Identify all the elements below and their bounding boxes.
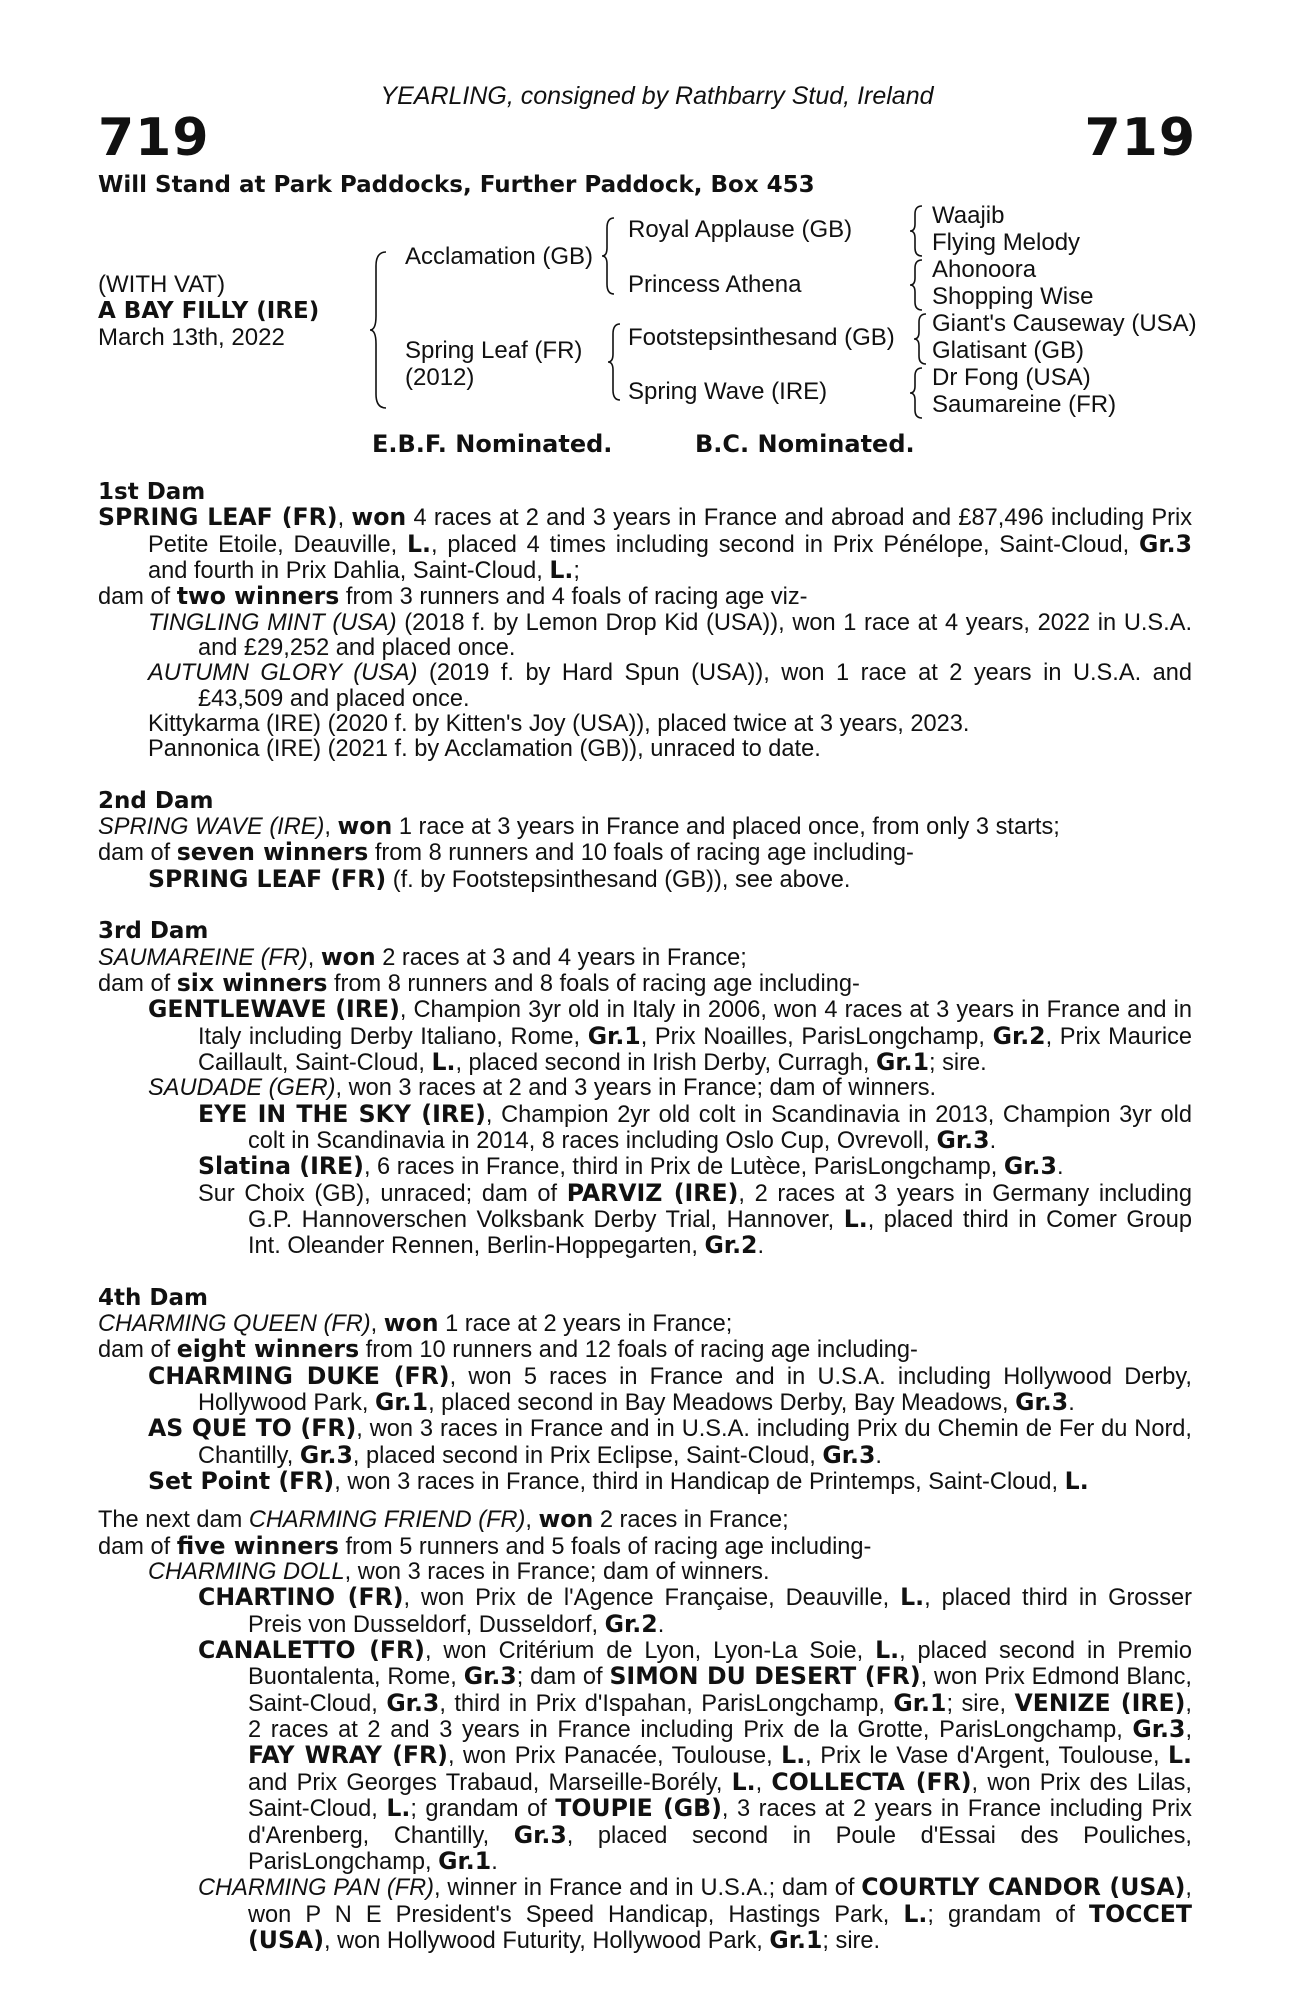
ped-sss: Waajib — [932, 202, 1005, 229]
fourth-dam-produce-summary: dam of eight winners from 10 runners and 12 foals of racing age including- — [98, 1335, 918, 1364]
fourth-dam-record: CHARMING QUEEN (FR), won 1 race at 2 years in France; — [98, 1308, 733, 1337]
ped-dds: Dr Fong (USA) — [932, 364, 1091, 391]
produce-item: CANALETTO (FR), won Critérium de Lyon, Lyon-La Soie, L., placed second in Premio Buontalenta, Rome, Gr.3; dam of SIMON DU DESERT (FR), won Prix Edmond Blanc, Saint-Cloud, Gr.3, third in Prix d'Ispahan, ParisLongchamp, Gr.1; sire, VENIZE (IRE), 2 races at 2 and 3 years in France including Prix de la Grotte, ParisLongchamp, Gr.3, FAY WRAY (FR), won Prix Panacée, Toulouse, L., Prix le Vase d'Argent, Toulouse, L. and Prix Georges Trabaud, Marseille-Borély, L., COLLECTA (FR), won Prix des Lilas, Saint-Cloud, L.; grandam of TOUPIE (GB), 3 races at 2 years in France including Prix d'Arenberg, Chantilly, Gr.3, placed second in Poule d'Essai des Pouliches, ParisLongchamp, Gr.1. — [198, 1636, 1192, 1875]
dd-brace — [908, 366, 926, 420]
sd-brace — [908, 258, 926, 312]
lot-number-right: 719 — [1084, 108, 1196, 168]
produce-item: SAUDADE (GER), won 3 races at 2 and 3 years in France; dam of winners. — [148, 1075, 937, 1102]
sire-dam: Princess Athena — [628, 271, 802, 298]
sire-brace — [600, 216, 618, 296]
produce-item: GENTLEWAVE (IRE), Champion 3yr old in Italy in 2006, won 4 races at 3 years in France and in Italy including Derby Italiano, Rome, Gr.1, Prix Noailles, ParisLongchamp, Gr.2, Prix Maurice Caillault, Saint-Cloud, L., placed second in Irish Derby, Curragh, Gr.1; sire. — [148, 995, 1192, 1076]
horse-dob: March 13th, 2022 — [98, 324, 285, 351]
ss-brace — [908, 204, 926, 258]
sire-sire: Royal Applause (GB) — [628, 216, 853, 243]
third-dam-heading: 3rd Dam — [98, 918, 209, 945]
main-brace — [368, 250, 390, 410]
first-dam-produce-summary: dam of two winners from 3 runners and 4 foals of racing age viz- — [98, 582, 808, 611]
produce-item: Set Point (FR), won 3 races in France, third in Handicap de Printemps, Saint-Cloud, L. — [148, 1467, 1089, 1496]
ds-brace — [912, 312, 930, 366]
dam-sire: Footstepsinthesand (GB) — [628, 324, 895, 351]
second-dam-produce-summary: dam of seven winners from 8 runners and 10 foals of racing age including- — [98, 838, 914, 867]
first-dam-record: SPRING LEAF (FR), won 4 races at 2 and 3 years in France and abroad and £87,496 including Prix Petite Etoile, Deauville, L., placed 4 times including second in Prix Pénélope, Saint-Cloud, Gr.3 and fourth in Prix Dahlia, Saint-Cloud, L.; — [98, 503, 1192, 585]
stand-location: Will Stand at Park Paddocks, Further Paddock, Box 453 — [98, 172, 815, 198]
fourth-dam-heading: 4th Dam — [98, 1284, 208, 1311]
horse-name: A BAY FILLY (IRE) — [98, 298, 320, 324]
dam-dam: Spring Wave (IRE) — [628, 378, 828, 405]
second-dam-record: SPRING WAVE (IRE), won 1 race at 3 years in France and placed once, from only 3 starts; — [98, 812, 1060, 841]
next-dam-produce-summary: dam of five winners from 5 runners and 5 foals of racing age including- — [98, 1531, 872, 1560]
vat-label: (WITH VAT) — [98, 271, 226, 298]
produce-item: CHARTINO (FR), won Prix de l'Agence Française, Deauville, L., placed third in Grosser Preis von Dusseldorf, Dusseldorf, Gr.2. — [198, 1583, 1193, 1638]
produce-item: AS QUE TO (FR), won 3 races in France and in U.S.A. including Prix du Chemin de Fer du Nord, Chantilly, Gr.3, placed second in Prix Eclipse, Saint-Cloud, Gr.3. — [148, 1414, 1192, 1469]
produce-item: Sur Choix (GB), unraced; dam of PARVIZ (IRE), 2 races at 3 years in Germany including G.P. Hannoverschen Volksbank Derby Trial, Hannover, L., placed third in Comer Group Int. Oleander Rennen, Berlin-Hoppegarten, Gr.2. — [198, 1178, 1193, 1260]
produce-item: Kittykarma (IRE) (2020 f. by Kitten's Joy (USA)), placed twice at 3 years, 2023. — [148, 711, 970, 738]
produce-item: EYE IN THE SKY (IRE), Champion 2yr old colt in Scandinavia in 2013, Champion 3yr old colt in Scandinavia in 2014, 8 races including Oslo Cup, Ovrevoll, Gr.3. — [198, 1099, 1192, 1154]
produce-item: SPRING LEAF (FR) (f. by Footstepsinthesand (GB)), see above. — [148, 864, 851, 893]
ped-dss: Giant's Causeway (USA) — [932, 310, 1197, 337]
ped-sdd: Shopping Wise — [932, 283, 1094, 310]
ped-dsd: Glatisant (GB) — [932, 337, 1085, 364]
produce-item: Slatina (IRE), 6 races in France, third in Prix de Lutèce, ParisLongchamp, Gr.3. — [198, 1152, 1064, 1181]
produce-item: AUTUMN GLORY (USA) (2019 f. by Hard Spun (USA)), won 1 race at 2 years in U.S.A. and £43,509 and placed once. — [148, 660, 1193, 712]
second-dam-heading: 2nd Dam — [98, 787, 214, 814]
ped-sds: Ahonoora — [932, 256, 1037, 283]
produce-record — [98, 480, 1192, 1954]
ebf-nominated: E.B.F. Nominated. — [372, 430, 613, 458]
produce-item: TINGLING MINT (USA) (2018 f. by Lemon Drop Kid (USA)), won 1 race at 4 years, 2022 in U.S.A. and £29,252 and placed once. — [148, 609, 1192, 662]
produce-item: Pannonica (IRE) (2021 f. by Acclamation (GB)), unraced to date. — [148, 736, 821, 763]
sire-name: Acclamation (GB) — [405, 243, 594, 270]
dam-brace — [606, 322, 624, 402]
bc-nominated: B.C. Nominated. — [695, 430, 915, 458]
produce-item: CHARMING DUKE (FR), won 5 races in France and in U.S.A. including Hollywood Derby, Hollywood Park, Gr.1, placed second in Bay Meadows Derby, Bay Meadows, Gr.3. — [148, 1361, 1192, 1416]
consignor-line: YEARLING, consigned by Rathbarry Stud, Ireland — [380, 82, 934, 110]
produce-item: CHARMING DOLL, won 3 races in France; dam of winners. — [148, 1559, 770, 1586]
third-dam-record: SAUMAREINE (FR), won 2 races at 3 and 4 years in France; — [98, 942, 747, 971]
dam-year: (2012) — [405, 364, 475, 391]
produce-item: CHARMING PAN (FR), winner in France and in U.S.A.; dam of COURTLY CANDOR (USA), won P N E President's Speed Handicap, Hastings Park, L.; grandam of TOCCET (USA), won Hollywood Futurity, Hollywood Park, Gr.1; sire. — [198, 1873, 1192, 1954]
dam-name: Spring Leaf (FR) — [405, 337, 583, 364]
ped-ssd: Flying Melody — [932, 229, 1081, 256]
third-dam-produce-summary: dam of six winners from 8 runners and 8 foals of racing age including- — [98, 968, 860, 997]
ped-ddd: Saumareine (FR) — [932, 391, 1117, 418]
lot-number-left: 719 — [98, 108, 210, 168]
first-dam-heading: 1st Dam — [98, 479, 206, 505]
next-dam-record: The next dam CHARMING FRIEND (FR), won 2 races in France; — [98, 1505, 789, 1534]
